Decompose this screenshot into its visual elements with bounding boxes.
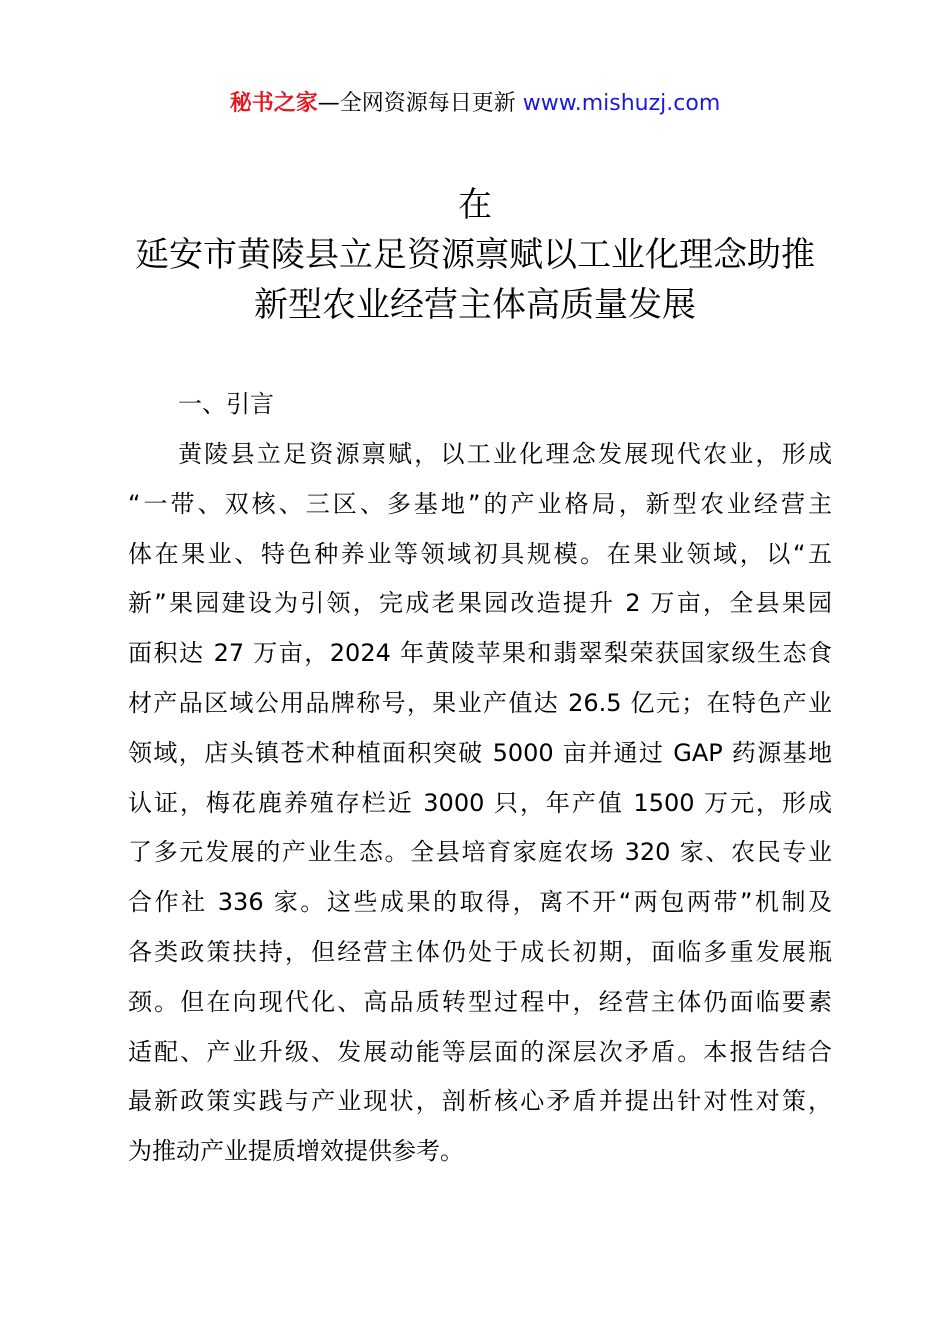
paragraph-line: 新”果园建设为引领，完成老果园改造提升 2 万亩，全县果园 [128,589,832,618]
paragraph-line: 合作社 336 家。这些成果的取得，离不开“两包两带”机制及 [128,888,832,917]
site-url-link[interactable]: www.mishuzj.com [522,91,721,116]
paragraph-line: 体在果业、特色种养业等领域初具规模。在果业领域，以“五 [128,539,832,568]
section-heading: 一、引言 [178,390,274,418]
paragraph-line: 颈。但在向现代化、高品质转型过程中，经营主体仍面临要素 [128,987,832,1016]
document-title-line-3: 新型农业经营主体高质量发展 [254,285,696,325]
paragraph-line: 为推动产业提质增效提供参考。 [128,1137,464,1166]
paragraph-line: 领域，店头镇苍术种植面积突破 5000 亩并通过 GAP 药源基地 [128,738,832,767]
paragraph-line: 认证，梅花鹿养殖存栏近 3000 只，年产值 1500 万元，形成 [128,788,832,817]
site-banner [0,88,950,120]
document-title-line-1: 在 [458,185,492,225]
paragraph-line: 黄陵县立足资源禀赋，以工业化理念发展现代农业，形成 [178,440,832,468]
brand-name: 秘书之家 [229,91,318,116]
paragraph-line: 适配、产业升级、发展动能等层面的深层次矛盾。本报告结合 [128,1037,832,1066]
paragraph-line: “一带、双核、三区、多基地”的产业格局，新型农业经营主 [128,489,832,518]
paragraph-line: 面积达 27 万亩，2024 年黄陵苹果和翡翠梨荣获国家级生态食 [128,639,832,668]
paragraph-line: 了多元发展的产业生态。全县培育家庭农场 320 家、农民专业 [128,838,832,867]
paragraph-line: 材产品区域公用品牌称号，果业产值达 26.5 亿元；在特色产业 [128,688,832,717]
document-title-line-2: 延安市黄陵县立足资源禀赋以工业化理念助推 [135,235,815,275]
banner-slogan: —全网资源每日更新 [317,91,523,116]
paragraph-line: 各类政策扶持，但经营主体仍处于成长初期，面临多重发展瓶 [128,937,832,966]
paragraph-line: 最新政策实践与产业现状，剖析核心矛盾并提出针对性对策， [128,1087,832,1116]
body-paragraph [128,434,832,1181]
